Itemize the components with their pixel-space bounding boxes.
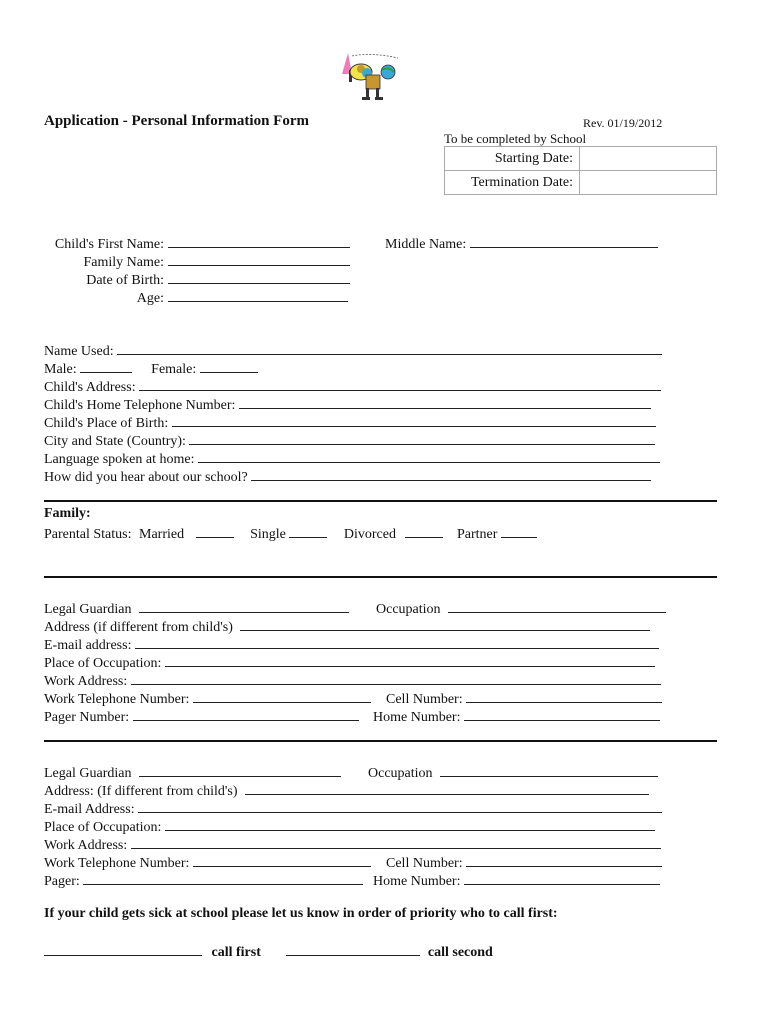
- single-field[interactable]: [289, 523, 327, 538]
- guardian2-occupation-row: [368, 762, 658, 780]
- guardian2-place-label: Place of Occupation:: [44, 820, 162, 835]
- guardian1-work-address-row: [44, 670, 661, 688]
- guardian2-email-field[interactable]: [138, 798, 662, 813]
- child-address-label: Child's Address:: [44, 380, 136, 395]
- language-field[interactable]: [198, 448, 660, 463]
- guardian1-home-label: Home Number:: [373, 710, 461, 725]
- guardian1-work-phone-row: [44, 688, 371, 706]
- male-label: Male:: [44, 362, 77, 377]
- guardian2-place-row: [44, 816, 655, 834]
- guardian2-pager-row: [44, 870, 363, 888]
- gender-row: [44, 358, 258, 376]
- female-label: Female:: [151, 362, 197, 377]
- child-address-row: [44, 376, 661, 394]
- guardian1-label: Legal Guardian: [44, 602, 132, 617]
- male-field[interactable]: [80, 358, 132, 373]
- guardian1-address-field[interactable]: [240, 616, 650, 631]
- city-state-label: City and State (Country):: [44, 434, 186, 449]
- divider-rule: [44, 576, 717, 578]
- name-used-field[interactable]: [117, 340, 662, 355]
- guardian2-label: Legal Guardian: [44, 766, 132, 781]
- dob-field[interactable]: [168, 269, 350, 284]
- city-state-row: [44, 430, 655, 448]
- name-used-row: [44, 340, 662, 358]
- guardian1-work-phone-field[interactable]: [193, 688, 371, 703]
- family-name-row: [44, 251, 350, 269]
- guardian1-occupation-row: [376, 598, 666, 616]
- home-phone-field[interactable]: [239, 394, 651, 409]
- age-label: Age:: [136, 291, 164, 306]
- guardian1-email-row: [44, 634, 659, 652]
- guardian2-place-field[interactable]: [165, 816, 655, 831]
- dob-label: Date of Birth:: [86, 273, 164, 288]
- school-logo-icon: [336, 50, 406, 102]
- guardian2-work-phone-label: Work Telephone Number:: [44, 856, 190, 871]
- married-label: Married: [139, 527, 185, 542]
- guardian2-work-address-row: [44, 834, 661, 852]
- guardian1-place-label: Place of Occupation:: [44, 656, 162, 671]
- female-field[interactable]: [200, 358, 258, 373]
- middle-name-row: [385, 233, 658, 251]
- revision-date: Rev. 01/19/2012: [583, 116, 663, 130]
- guardian1-pager-field[interactable]: [133, 706, 359, 721]
- call-priority-row: [44, 941, 493, 959]
- first-name-row: [44, 233, 350, 251]
- first-name-label: Child's First Name:: [54, 237, 164, 252]
- form-title: Application - Personal Information Form: [44, 113, 309, 129]
- guardian2-email-label: E-mail Address:: [44, 802, 135, 817]
- guardian2-work-phone-row: [44, 852, 371, 870]
- age-field[interactable]: [168, 287, 348, 302]
- guardian2-cell-label: Cell Number:: [386, 856, 463, 871]
- guardian2-work-address-field[interactable]: [131, 834, 661, 849]
- single-label: Single: [250, 527, 286, 542]
- guardian1-email-field[interactable]: [135, 634, 659, 649]
- city-state-field[interactable]: [189, 430, 655, 445]
- middle-name-label: Middle Name:: [385, 237, 467, 252]
- language-row: [44, 448, 660, 466]
- guardian1-occupation-field[interactable]: [448, 598, 666, 613]
- school-use-table: [444, 146, 717, 195]
- family-heading: Family:: [44, 506, 91, 521]
- guardian2-address-field[interactable]: [245, 780, 649, 795]
- home-phone-row: [44, 394, 651, 412]
- guardian1-pager-label: Pager Number:: [44, 710, 130, 725]
- starting-date-label: Starting Date:: [445, 147, 580, 171]
- family-name-label: Family Name:: [83, 255, 164, 270]
- guardian2-occupation-label: Occupation: [368, 766, 433, 781]
- guardian2-occupation-field[interactable]: [440, 762, 658, 777]
- guardian1-home-field[interactable]: [464, 706, 660, 721]
- guardian1-cell-row: [386, 688, 662, 706]
- call-first-field[interactable]: [44, 941, 202, 956]
- language-label: Language spoken at home:: [44, 452, 195, 467]
- divorced-field[interactable]: [405, 523, 443, 538]
- guardian1-work-address-label: Work Address:: [44, 674, 128, 689]
- divider-rule: [44, 740, 717, 742]
- sick-instruction: If your child gets sick at school please let us know in order of priority who to call first:: [44, 906, 558, 921]
- partner-field[interactable]: [501, 523, 537, 538]
- starting-date-field[interactable]: [580, 147, 717, 171]
- guardian2-work-phone-field[interactable]: [193, 852, 371, 867]
- guardian2-pager-field[interactable]: [83, 870, 363, 885]
- divider-rule: [44, 500, 717, 502]
- guardian1-field[interactable]: [139, 598, 349, 613]
- family-name-field[interactable]: [168, 251, 350, 266]
- home-phone-label: Child's Home Telephone Number:: [44, 398, 236, 413]
- call-first-label: call first: [211, 945, 261, 960]
- partner-label: Partner: [456, 527, 498, 542]
- guardian1-cell-field[interactable]: [466, 688, 662, 703]
- guardian2-home-label: Home Number:: [373, 874, 461, 889]
- guardian1-address-row: [44, 616, 650, 634]
- dob-row: [44, 269, 350, 287]
- guardian2-work-address-label: Work Address:: [44, 838, 128, 853]
- guardian2-cell-row: [386, 852, 662, 870]
- guardian1-occupation-label: Occupation: [376, 602, 441, 617]
- guardian2-cell-field[interactable]: [466, 852, 662, 867]
- age-row: [44, 287, 348, 305]
- guardian1-home-row: [373, 706, 660, 724]
- guardian1-work-phone-label: Work Telephone Number:: [44, 692, 190, 707]
- termination-date-label: Termination Date:: [445, 171, 580, 195]
- married-field[interactable]: [196, 523, 234, 538]
- guardian1-email-label: E-mail address:: [44, 638, 132, 653]
- place-of-birth-row: [44, 412, 656, 430]
- guardian2-row: [44, 762, 341, 780]
- guardian1-address-label: Address (if different from child's): [44, 620, 233, 635]
- guardian2-email-row: [44, 798, 662, 816]
- guardian2-home-row: [373, 870, 660, 888]
- guardian1-place-field[interactable]: [165, 652, 655, 667]
- parental-status-label: Parental Status:: [44, 527, 132, 542]
- guardian1-work-address-field[interactable]: [131, 670, 661, 685]
- child-address-field[interactable]: [139, 376, 661, 391]
- parental-status-row: [44, 523, 537, 541]
- name-used-label: Name Used:: [44, 344, 114, 359]
- guardian2-address-row: [44, 780, 649, 798]
- school-use-note: To be completed by School: [444, 131, 587, 146]
- guardian1-pager-row: [44, 706, 359, 724]
- guardian2-home-field[interactable]: [464, 870, 660, 885]
- place-of-birth-field[interactable]: [172, 412, 656, 427]
- call-second-field[interactable]: [286, 941, 420, 956]
- guardian2-field[interactable]: [139, 762, 341, 777]
- guardian2-pager-label: Pager:: [44, 874, 80, 889]
- call-second-label: call second: [427, 945, 493, 960]
- place-of-birth-label: Child's Place of Birth:: [44, 416, 169, 431]
- termination-date-field[interactable]: [580, 171, 717, 195]
- hear-about-row: [44, 466, 651, 484]
- guardian1-place-row: [44, 652, 655, 670]
- guardian2-address-label: Address: (If different from child's): [44, 784, 238, 799]
- middle-name-field[interactable]: [470, 233, 658, 248]
- divorced-label: Divorced: [343, 527, 396, 542]
- hear-about-label: How did you hear about our school?: [44, 470, 248, 485]
- guardian1-cell-label: Cell Number:: [386, 692, 463, 707]
- hear-about-field[interactable]: [251, 466, 651, 481]
- guardian1-row: [44, 598, 349, 616]
- first-name-field[interactable]: [168, 233, 350, 248]
